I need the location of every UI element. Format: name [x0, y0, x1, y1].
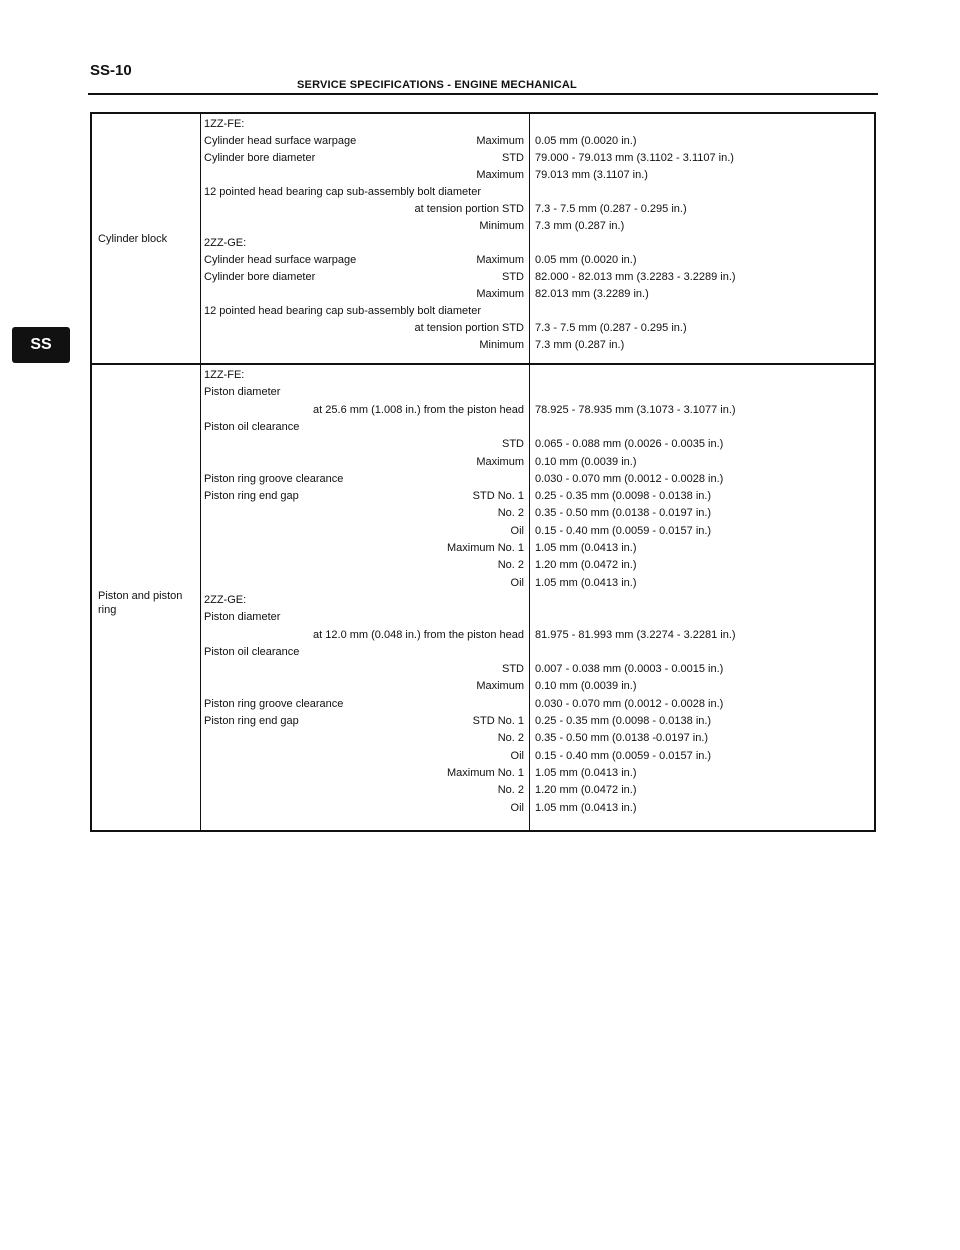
spec-condition: Maximum [476, 254, 524, 266]
spec-condition: at tension portion STD [414, 203, 524, 215]
spec-value: 1.05 mm (0.0413 in.) [535, 576, 637, 589]
spec-condition: Oil [510, 749, 524, 762]
spec-value: 0.065 - 0.088 mm (0.0026 - 0.0035 in.) [535, 438, 724, 451]
spec-condition: at tension portion STD [414, 322, 524, 334]
spec-value: 0.35 - 0.50 mm (0.0138 - 0.0197 in.) [535, 507, 712, 520]
spec-value: 0.05 mm (0.0020 in.) [535, 254, 637, 266]
spec-item-label: Cylinder bore diameter [204, 152, 316, 164]
spec-condition: Maximum [476, 135, 524, 147]
spec-condition: Oil [510, 801, 524, 814]
spec-value: 0.10 mm (0.0039 in.) [535, 680, 637, 693]
spec-condition: Maximum No. 1 [446, 542, 524, 554]
spec-item-label: Piston ring end gap [204, 715, 299, 727]
spec-value: 0.007 - 0.038 mm (0.0003 - 0.0015 in.) [535, 663, 724, 676]
spec-value: 1.20 mm (0.0472 in.) [535, 559, 637, 572]
spec-condition: Minimum [479, 220, 524, 232]
spec-value: 0.05 mm (0.0020 in.) [535, 135, 637, 147]
section-label: Piston and piston ring [98, 590, 183, 616]
spec-item-label: 2ZZ-GE: [204, 593, 247, 606]
spec-table-cylinder-block [90, 112, 876, 365]
spec-item-label: Cylinder head surface warpage [204, 135, 357, 147]
spec-condition: STD No. 1 [472, 715, 524, 727]
spec-item-label: 1ZZ-FE: [204, 369, 245, 381]
spec-condition: No. 2 [497, 732, 524, 745]
spec-value: 1.05 mm (0.0413 in.) [535, 801, 637, 814]
spec-value: 0.25 - 0.35 mm (0.0098 - 0.0138 in.) [535, 715, 712, 727]
spec-value: 7.3 mm (0.287 in.) [535, 220, 625, 232]
spec-item-label: 1ZZ-FE: [204, 118, 245, 130]
spec-value: 0.030 - 0.070 mm (0.0012 - 0.0028 in.) [535, 697, 724, 710]
spec-value: 0.15 - 0.40 mm (0.0059 - 0.0157 in.) [535, 749, 712, 762]
spec-item-label: Piston oil clearance [204, 420, 300, 433]
spec-condition: Maximum [476, 455, 524, 468]
spec-condition: Maximum [476, 680, 524, 693]
spec-condition: Oil [510, 524, 524, 537]
spec-item-label: Piston oil clearance [204, 645, 300, 658]
spec-item-label: Cylinder head surface warpage [204, 254, 357, 266]
spec-value: 1.05 mm (0.0413 in.) [535, 766, 637, 779]
spec-condition: Maximum No. 1 [446, 766, 524, 779]
column-divider [200, 114, 201, 363]
header-rule [88, 93, 878, 95]
spec-condition: Maximum [476, 169, 524, 181]
column-divider [529, 365, 530, 830]
spec-value: 7.3 mm (0.287 in.) [535, 339, 625, 351]
spec-value: 1.05 mm (0.0413 in.) [535, 542, 637, 554]
ss-section-tab: SS [12, 327, 70, 363]
spec-value: 7.3 - 7.5 mm (0.287 - 0.295 in.) [535, 203, 687, 215]
spec-condition: STD No. 1 [472, 490, 524, 503]
spec-item-label: Piston ring end gap [204, 490, 299, 503]
spec-value: 1.20 mm (0.0472 in.) [535, 784, 637, 797]
spec-item-label: Piston ring groove clearance [204, 697, 344, 710]
page-header-title: SERVICE SPECIFICATIONS - ENGINE MECHANICAL [297, 79, 577, 91]
spec-value: 82.000 - 82.013 mm (3.2283 - 3.2289 in.) [535, 271, 736, 283]
spec-condition: No. 2 [497, 559, 524, 572]
spec-condition: No. 2 [497, 507, 524, 520]
page-number: SS-10 [90, 62, 132, 79]
spec-value: 78.925 - 78.935 mm (3.1073 - 3.1077 in.) [535, 403, 736, 416]
spec-condition: STD [502, 438, 524, 451]
spec-value: 82.013 mm (3.2289 in.) [535, 288, 649, 300]
spec-condition: at 12.0 mm (0.048 in.) from the piston head [313, 628, 524, 641]
spec-value: 79.013 mm (3.1107 in.) [535, 169, 648, 181]
spec-condition: Oil [510, 576, 524, 589]
spec-condition: Maximum [476, 288, 524, 300]
spec-value: 7.3 - 7.5 mm (0.287 - 0.295 in.) [535, 322, 687, 334]
spec-item-label: Piston ring groove clearance [204, 472, 344, 485]
spec-value: 0.15 - 0.40 mm (0.0059 - 0.0157 in.) [535, 524, 712, 537]
spec-condition: STD [502, 663, 524, 676]
spec-value: 0.25 - 0.35 mm (0.0098 - 0.0138 in.) [535, 490, 712, 503]
spec-item-label: 12 pointed head bearing cap sub-assembly bolt diameter [204, 186, 482, 198]
spec-item-label: Cylinder bore diameter [204, 271, 316, 283]
spec-condition: Minimum [479, 339, 524, 351]
spec-table-piston-and-ring [90, 365, 876, 832]
column-divider [529, 114, 530, 363]
spec-condition: STD [502, 152, 524, 164]
spec-condition: at 25.6 mm (1.008 in.) from the piston head [313, 403, 524, 416]
spec-condition: No. 2 [497, 784, 524, 797]
spec-item-label: 2ZZ-GE: [204, 237, 247, 249]
column-divider [200, 365, 201, 830]
spec-item-label: Piston diameter [204, 386, 281, 399]
section-label: Cylinder block [98, 233, 168, 245]
spec-value: 79.000 - 79.013 mm (3.1102 - 3.1107 in.) [535, 152, 734, 164]
spec-condition: STD [502, 271, 524, 283]
spec-value: 0.10 mm (0.0039 in.) [535, 455, 637, 468]
spec-value: 0.35 - 0.50 mm (0.0138 -0.0197 in.) [535, 732, 709, 745]
spec-value: 81.975 - 81.993 mm (3.2274 - 3.2281 in.) [535, 628, 736, 641]
spec-value: 0.030 - 0.070 mm (0.0012 - 0.0028 in.) [535, 472, 724, 485]
spec-item-label: Piston diameter [204, 611, 281, 624]
spec-item-label: 12 pointed head bearing cap sub-assembly bolt diameter [204, 305, 482, 317]
